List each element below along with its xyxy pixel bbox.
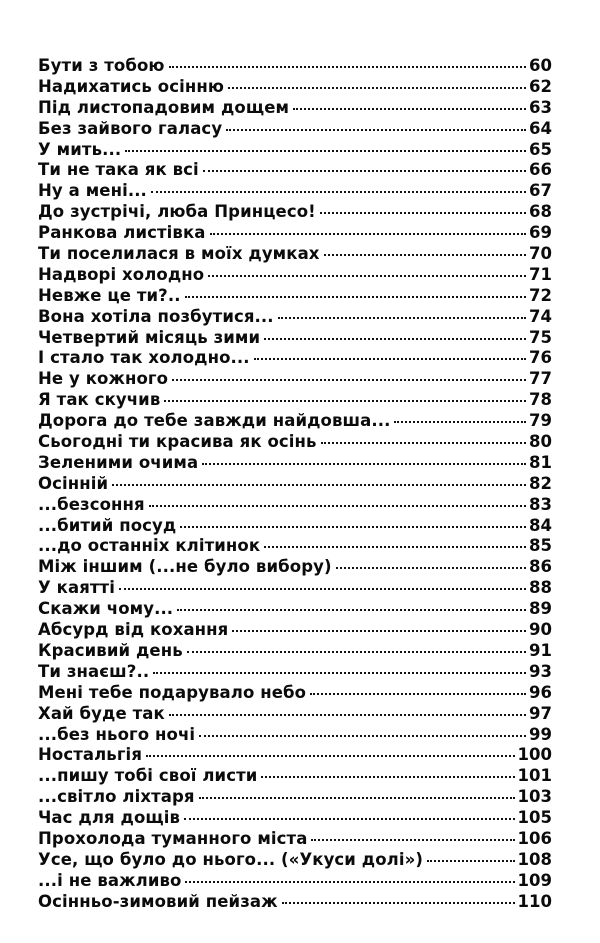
toc-entry-page-number: 110 xyxy=(517,891,552,911)
toc-entry-title: Дорога до тебе завжди найдовша... xyxy=(38,411,391,431)
toc-dot-leader xyxy=(146,754,515,757)
toc-entry-page-number: 63 xyxy=(529,97,552,117)
toc-entry-page-number: 67 xyxy=(529,181,552,201)
toc-entry[interactable] xyxy=(38,202,552,223)
toc-dot-leader xyxy=(185,295,526,298)
toc-dot-leader xyxy=(177,608,526,611)
toc-entry-title: Мені тебе подарувало небо xyxy=(38,682,307,702)
toc-entry[interactable] xyxy=(38,286,552,307)
toc-entry-title: Під листопадовим дощем xyxy=(38,97,290,117)
toc-dot-leader xyxy=(210,232,527,235)
toc-entry-page-number: 70 xyxy=(529,244,552,264)
toc-entry[interactable] xyxy=(38,453,552,474)
toc-entry[interactable] xyxy=(38,328,552,349)
toc-entry-title: Абсурд від кохання xyxy=(38,620,229,640)
toc-entry-page-number: 60 xyxy=(529,56,552,75)
toc-entry[interactable] xyxy=(38,98,552,119)
toc-entry-title: Скажи чому... xyxy=(38,599,174,619)
toc-entry-page-number: 86 xyxy=(529,557,552,577)
toc-entry-page-number: 101 xyxy=(517,766,552,786)
toc-entry-page-number: 103 xyxy=(517,787,552,807)
toc-entry[interactable] xyxy=(38,641,552,662)
toc-entry-page-number: 108 xyxy=(517,849,552,869)
toc-dot-leader xyxy=(153,671,526,674)
toc-entry[interactable] xyxy=(38,725,552,746)
toc-entry[interactable] xyxy=(38,808,552,829)
toc-entry[interactable] xyxy=(38,390,552,411)
toc-entry-title: Хай буде так xyxy=(38,703,165,723)
toc-entry[interactable] xyxy=(38,244,552,265)
toc-entry[interactable] xyxy=(38,140,552,161)
toc-dot-leader xyxy=(203,169,526,172)
toc-entry[interactable] xyxy=(38,892,552,913)
toc-dot-leader xyxy=(264,337,526,340)
toc-entry-title: Усе, що було до нього... («Укуси долі») xyxy=(38,849,424,869)
toc-entry-page-number: 72 xyxy=(529,285,552,305)
toc-entry[interactable] xyxy=(38,119,552,140)
toc-entry-page-number: 65 xyxy=(529,139,552,159)
toc-entry-page-number: 71 xyxy=(529,264,552,284)
toc-entry-page-number: 90 xyxy=(529,620,552,640)
toc-dot-leader xyxy=(202,462,526,465)
toc-dot-leader xyxy=(199,796,515,799)
toc-entry[interactable] xyxy=(38,683,552,704)
toc-entry[interactable] xyxy=(38,745,552,766)
toc-entry-title: ...безсоння xyxy=(38,494,145,514)
toc-entry-title: Ти знаєш?.. xyxy=(38,661,150,681)
toc-entry-page-number: 109 xyxy=(517,870,552,890)
toc-entry-title: ...без нього ночі xyxy=(38,724,196,744)
toc-entry-page-number: 81 xyxy=(529,452,552,472)
toc-dot-leader xyxy=(310,692,526,695)
toc-entry[interactable] xyxy=(38,787,552,808)
toc-dot-leader xyxy=(311,838,514,841)
toc-dot-leader xyxy=(199,734,526,737)
toc-entry-title: Не у кожного xyxy=(38,369,169,389)
toc-entry-title: Між іншим (...не було вибору) xyxy=(38,557,332,577)
toc-entry-title: Осінньо-зимовий пейзаж xyxy=(38,891,278,911)
toc-entry-page-number: 84 xyxy=(529,515,552,535)
toc-entry-title: Невже це ти?.. xyxy=(38,285,181,305)
toc-entry-title: Я так скучив xyxy=(38,390,161,410)
toc-dot-leader xyxy=(164,399,526,402)
toc-entry[interactable] xyxy=(38,850,552,871)
toc-entry-page-number: 66 xyxy=(529,160,552,180)
toc-entry[interactable] xyxy=(38,56,552,77)
toc-dot-leader xyxy=(282,901,515,904)
toc-entry-page-number: 62 xyxy=(529,76,552,96)
toc-entry-page-number: 100 xyxy=(517,745,552,765)
table-of-contents xyxy=(38,56,552,913)
toc-entry-title: Сьогодні ти красива як осінь xyxy=(38,432,317,452)
toc-entry-page-number: 93 xyxy=(529,661,552,681)
toc-entry-page-number: 99 xyxy=(529,724,552,744)
toc-entry-page-number: 89 xyxy=(529,599,552,619)
toc-dot-leader xyxy=(264,545,526,548)
toc-entry[interactable] xyxy=(38,432,552,453)
toc-dot-leader xyxy=(254,357,526,360)
toc-entry-title: Вона хотіла позбутися... xyxy=(38,306,274,326)
toc-entry[interactable] xyxy=(38,160,552,181)
toc-dot-leader xyxy=(324,253,526,256)
toc-entry[interactable] xyxy=(38,516,552,537)
toc-entry[interactable] xyxy=(38,369,552,390)
toc-entry-page-number: 106 xyxy=(517,828,552,848)
toc-entry[interactable] xyxy=(38,620,552,641)
toc-dot-leader xyxy=(185,880,514,883)
toc-entry-page-number: 105 xyxy=(517,808,552,828)
toc-entry-title: Ти не така як всі xyxy=(38,160,199,180)
toc-dot-leader xyxy=(232,629,526,632)
toc-entry[interactable] xyxy=(38,704,552,725)
toc-entry-page-number: 79 xyxy=(529,411,552,431)
toc-entry-title: Красивий день xyxy=(38,640,183,660)
toc-entry-title: До зустрічі, люба Принцесо! xyxy=(38,202,316,222)
toc-entry-page-number: 78 xyxy=(529,390,552,410)
toc-dot-leader xyxy=(228,86,526,89)
toc-dot-leader xyxy=(208,274,526,277)
toc-entry-page-number: 96 xyxy=(529,682,552,702)
toc-entry[interactable] xyxy=(38,766,552,787)
toc-entry-title: Ностальгія xyxy=(38,745,143,765)
toc-entry[interactable] xyxy=(38,662,552,683)
toc-entry[interactable] xyxy=(38,223,552,244)
toc-dot-leader xyxy=(119,587,526,590)
toc-entry[interactable] xyxy=(38,265,552,286)
toc-dot-leader xyxy=(172,378,526,381)
toc-entry-title: Без зайвого галасу xyxy=(38,118,223,138)
toc-entry[interactable] xyxy=(38,599,552,620)
toc-entry[interactable] xyxy=(38,411,552,432)
toc-entry-title: ...до останніх клітинок xyxy=(38,536,261,556)
toc-entry[interactable] xyxy=(38,474,552,495)
toc-entry-title: Бути з тобою xyxy=(38,56,165,75)
toc-entry-title: ...пишу тобі свої листи xyxy=(38,766,258,786)
toc-entry-title: Зеленими очима xyxy=(38,452,199,472)
toc-dot-leader xyxy=(320,211,526,214)
toc-entry-page-number: 69 xyxy=(529,223,552,243)
toc-entry-page-number: 77 xyxy=(529,369,552,389)
toc-entry[interactable] xyxy=(38,557,552,578)
toc-dot-leader xyxy=(394,420,526,423)
toc-entry[interactable] xyxy=(38,829,552,850)
toc-entry-page-number: 74 xyxy=(529,306,552,326)
toc-entry-title: Надворі холодно xyxy=(38,264,205,284)
toc-entry[interactable] xyxy=(38,536,552,557)
toc-dot-leader xyxy=(169,713,526,716)
toc-dot-leader xyxy=(187,650,526,653)
toc-entry-title: У мить... xyxy=(38,139,122,159)
toc-dot-leader xyxy=(125,149,526,152)
toc-dot-leader xyxy=(293,107,526,110)
toc-entry[interactable] xyxy=(38,578,552,599)
toc-entry[interactable] xyxy=(38,77,552,98)
toc-entry[interactable] xyxy=(38,348,552,369)
toc-entry-page-number: 85 xyxy=(529,536,552,556)
toc-entry[interactable] xyxy=(38,307,552,328)
toc-entry-title: Четвертий місяць зими xyxy=(38,327,261,347)
toc-entry-page-number: 68 xyxy=(529,202,552,222)
toc-dot-leader xyxy=(112,483,526,486)
toc-entry-title: Прохолода туманного міста xyxy=(38,828,308,848)
toc-dot-leader xyxy=(180,525,526,528)
toc-entry-page-number: 97 xyxy=(529,703,552,723)
toc-entry[interactable] xyxy=(38,871,552,892)
toc-entry-page-number: 91 xyxy=(529,640,552,660)
toc-entry-title: Ранкова листівка xyxy=(38,223,206,243)
toc-entry-page-number: 80 xyxy=(529,432,552,452)
toc-dot-leader xyxy=(226,128,526,131)
toc-dot-leader xyxy=(261,775,514,778)
toc-entry-title: ...світло ліхтаря xyxy=(38,787,195,807)
toc-entry-title: Час для дощів xyxy=(38,808,181,828)
toc-entry[interactable] xyxy=(38,495,552,516)
toc-entry-title: ...битий посуд xyxy=(38,515,177,535)
toc-entry-page-number: 82 xyxy=(529,473,552,493)
toc-entry-title: Надихатись осінню xyxy=(38,76,225,96)
toc-entry-title: Ти поселилася в моїх думках xyxy=(38,244,320,264)
toc-dot-leader xyxy=(184,817,515,820)
toc-dot-leader xyxy=(336,566,526,569)
toc-entry-title: І стало так холодно... xyxy=(38,348,250,368)
toc-entry-title: У каятті xyxy=(38,578,115,598)
toc-dot-leader xyxy=(149,504,526,507)
toc-entry[interactable] xyxy=(38,181,552,202)
toc-entry-page-number: 75 xyxy=(529,327,552,347)
toc-entry-page-number: 64 xyxy=(529,118,552,138)
toc-entry-title: Ну а мені... xyxy=(38,181,147,201)
toc-entry-title: Осінній xyxy=(38,473,109,493)
toc-dot-leader xyxy=(151,190,526,193)
toc-entry-page-number: 88 xyxy=(529,578,552,598)
toc-dot-leader xyxy=(427,859,515,862)
toc-dot-leader xyxy=(278,316,526,319)
toc-entry-title: ...і не важливо xyxy=(38,870,182,890)
toc-entry-page-number: 76 xyxy=(529,348,552,368)
toc-dot-leader xyxy=(169,65,527,68)
toc-dot-leader xyxy=(321,441,526,444)
toc-entry-page-number: 83 xyxy=(529,494,552,514)
